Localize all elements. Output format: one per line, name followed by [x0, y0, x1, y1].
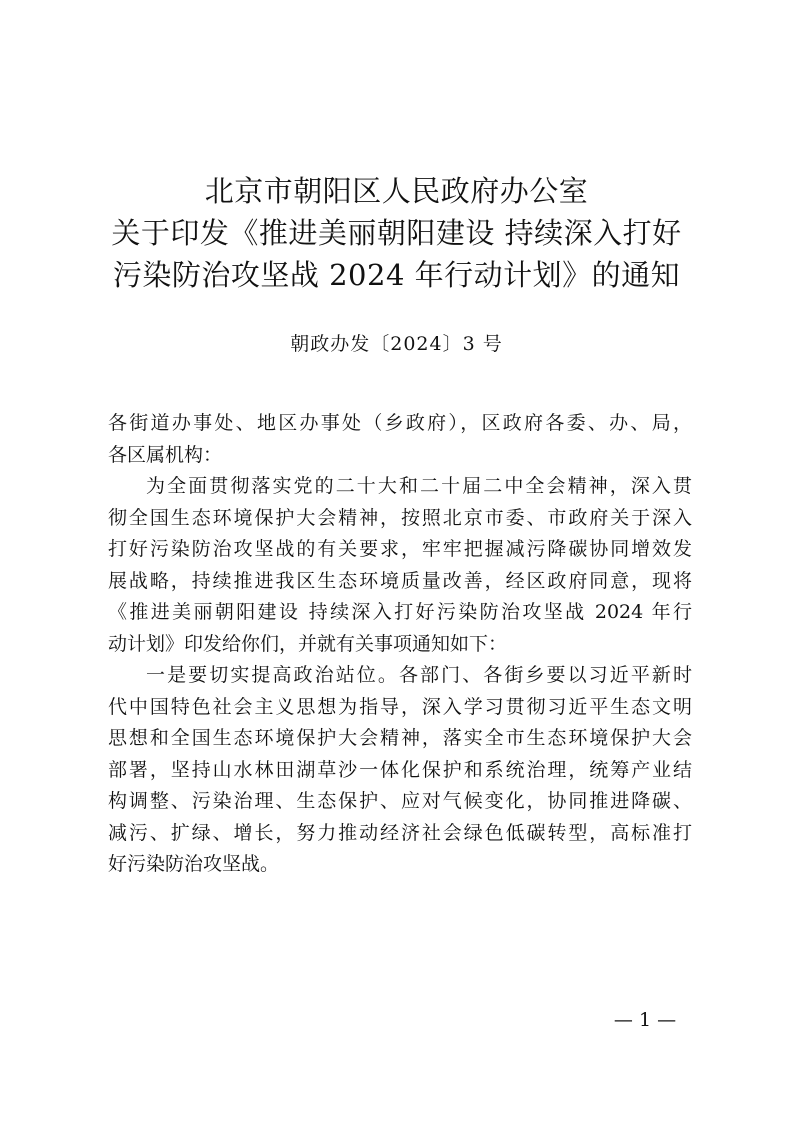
paragraph1-line: 《推进美丽朝阳建设 持续深入打好污染防治攻坚战 2024 年行	[108, 601, 692, 623]
paragraph2-line: 减污、扩绿、增长，努力推动经济社会绿色低碳转型，高标准打	[108, 821, 692, 844]
paragraph1-line: 彻全国生态环境保护大会精神，按照北京市委、市政府关于深入	[108, 506, 692, 529]
addressee-line-2: 各区属机构：	[108, 443, 223, 466]
paragraph1-line: 为全面贯彻落实党的二十大和二十届二中全会精神，深入贯	[146, 475, 692, 497]
addressee-line-1: 各街道办事处、地区办事处（乡政府），区政府各委、办、局，	[108, 412, 692, 434]
paragraph2-line: 构调整、污染治理、生态保护、应对气候变化，协同推进降碳、	[108, 790, 692, 812]
paragraph1-line: 展战略，持续推进我区生态环境质量改善，经区政府同意，现将	[108, 569, 692, 592]
paragraph2-line: 思想和全国生态环境保护大会精神，落实全市生态环境保护大会	[108, 727, 692, 749]
document-number: 朝政办发〔2024〕3 号	[290, 333, 503, 355]
document-title	[0, 170, 793, 296]
page-number: — 1 —	[613, 1009, 677, 1031]
title-line-1: 北京市朝阳区人民政府办公室	[204, 174, 589, 208]
paragraph2-line: 部署，坚持山水林田湖草沙一体化保护和系统治理，统筹产业结	[108, 758, 692, 781]
paragraph2-line: 一是要切实提高政治站位。各部门、各街乡要以习近平新时	[146, 664, 692, 686]
paragraph1-line: 动计划》印发给你们，并就有关事项通知如下：	[108, 632, 508, 655]
paragraph1-line: 打好污染防治攻坚战的有关要求，牢牢把握减污降碳协同增效发	[108, 538, 692, 560]
paragraph2-line: 代中国特色社会主义思想为指导，深入学习贯彻习近平生态文明	[108, 695, 692, 718]
title-line-3: 污染防治攻坚战 2024 年行动计划》的通知	[112, 258, 681, 292]
paragraph2-line: 好污染防治攻坚战。	[108, 853, 280, 875]
title-line-2: 关于印发《推进美丽朝阳建设 持续深入打好	[111, 216, 682, 250]
document-body	[108, 408, 692, 881]
